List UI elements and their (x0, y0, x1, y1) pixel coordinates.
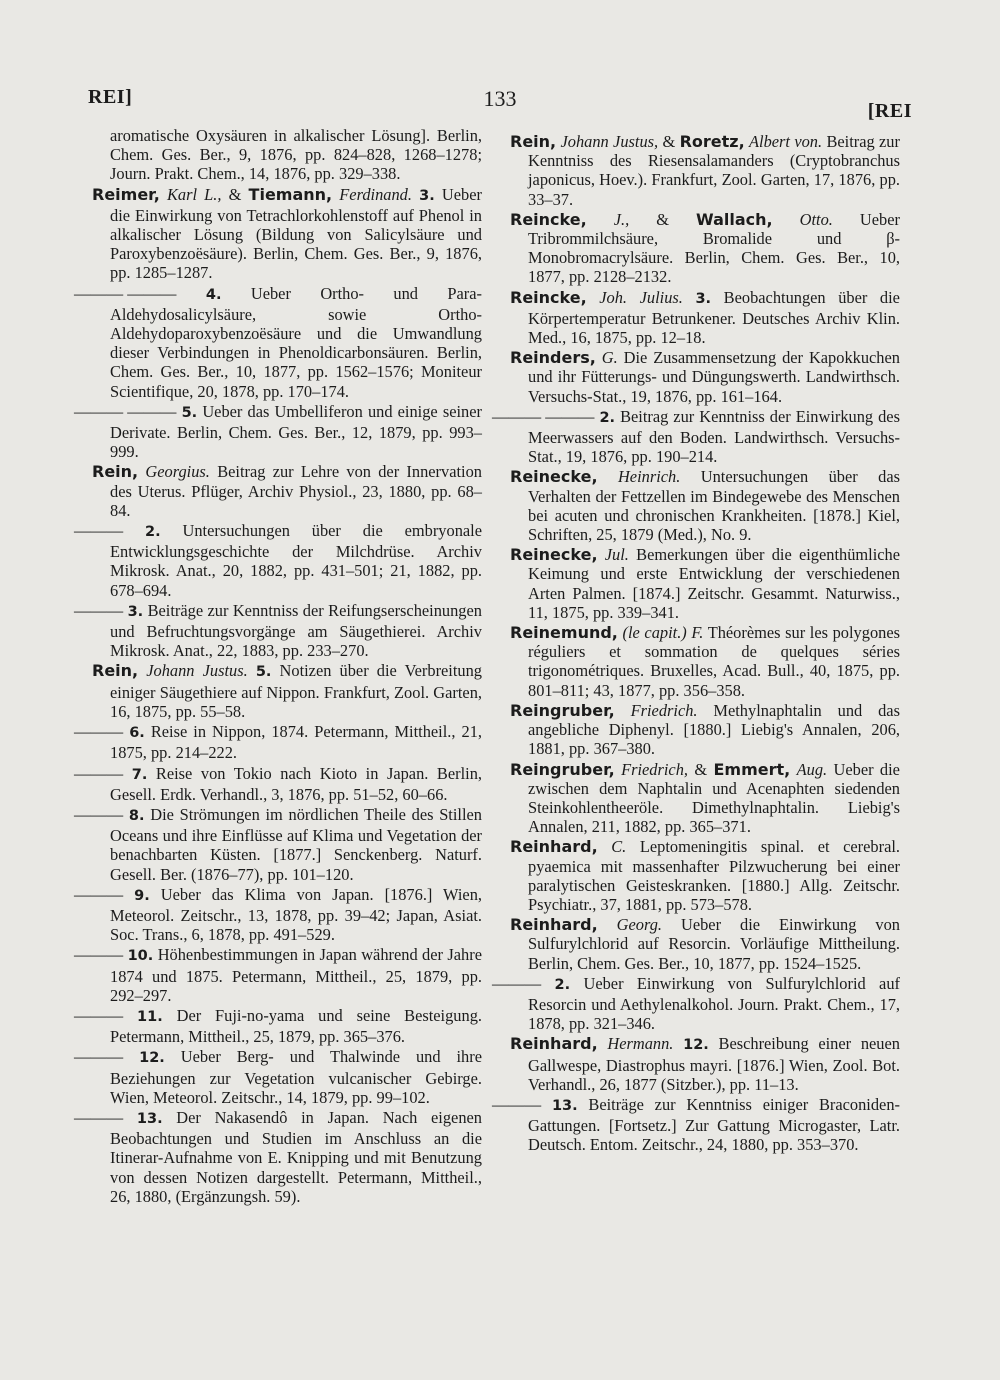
bibliography-entry (510, 545, 900, 622)
entry-text: Ueber das Umbelliferon und einige seiner Derivate. Berlin, Chem. Ges. Ber., 12, 1879, pp. 993–999. (110, 401, 482, 462)
entry-number: 10. (127, 948, 154, 965)
author-given-name: Jul. (604, 545, 629, 565)
entry-number: 13. (136, 1110, 163, 1127)
entry-text: Ueber Tribrommilchsäure, Bromalide und β-Monobromacrylsäure. Berlin, Chem. Ges. Ber., 10, 1877, pp. 2128–2132. (528, 209, 900, 287)
bibliography-subentry (74, 401, 482, 462)
author-given-name: Joh. Julius. (599, 287, 683, 307)
author-given-name: G. (601, 348, 618, 368)
ampersand: & (656, 209, 669, 229)
author-given-name: Karl L., (166, 184, 222, 204)
entry-text: Beobachtungen über die Körpertemperatur Betrunkener. Deutsches Archiv Klin. Med., 16, 1875, pp. 12–18. (528, 287, 900, 348)
entry-number: 11. (137, 1008, 163, 1025)
ditto-dash: ——— (492, 1094, 542, 1114)
entry-text: Beitrag zur Kenntniss der Einwirkung des Meerwassers auf den Boden. Landwirthsch. Versuchs-Stat., 19, 1876, pp. 190–214. (528, 406, 900, 467)
author-given-name: Friedrich, (621, 759, 688, 779)
author-surname: Reingruber, (510, 700, 615, 720)
author-surname: Reincke, (510, 287, 587, 307)
running-head (88, 86, 912, 122)
author-given-name: Johann Justus, (560, 132, 659, 151)
bibliography-entry (92, 185, 482, 283)
bibliography-subentry (74, 722, 482, 763)
bibliography-entry (510, 467, 900, 544)
entry-number: 2. (599, 409, 616, 426)
entry-number: 6. (129, 725, 145, 742)
coauthor-surname: Roretz, (679, 132, 745, 151)
entry-text: Ueber die Einwirkung von Tetrachlorkohlenstoff auf Phenol in alkalischer Lösung (Bildung von Salicylsäure und Paroxybenzoësäure). Berlin, Chem. Ges. Ber., 9, 1876, pp. 1285–1287. (110, 184, 482, 283)
bibliography-entry (510, 288, 900, 348)
entry-number: 9. (134, 887, 150, 904)
author-given-name: (le capit.) F. (622, 623, 704, 643)
author-surname: Reinhard, (510, 837, 598, 857)
author-given-name: J., (613, 209, 630, 229)
ditto-dash: ——— ——— (74, 283, 177, 303)
ditto-dash: ——— (74, 1005, 124, 1025)
ampersand: & (694, 759, 708, 779)
bibliography-entry (510, 1034, 900, 1094)
ditto-dash: ——— (74, 804, 124, 824)
entry-number: 3. (695, 290, 712, 307)
author-surname: Rein, (92, 462, 139, 482)
entry-text: Notizen über die Verbreitung einiger Säugethiere auf Nippon. Frankfurt, Zool. Garten, 16, 1875, pp. 55–58. (110, 661, 482, 721)
entry-number: 4. (205, 286, 222, 303)
entry-text: aromatische Oxysäuren in alkalischer Lösung]. Berlin, Chem. Ges. Ber., 9, 1876, pp. 824–828, 1268–1278; Journ. Prakt. Chem., 14, 1876, pp. 329–338. (110, 126, 482, 184)
bibliography-entry (510, 915, 900, 973)
entry-text: Ueber Berg- und Thalwinde und ihre Beziehungen zur Vegetation vulcanischer Gebirge. Wien, Meteorol. Zeitschr., 14, 1879, pp. 99–102. (110, 1047, 482, 1107)
entry-text: Die Strömungen im nördlichen Theile des Stillen Oceans und ihre Einflüsse auf Klima und Vegetation der benachbarten Küsten. [1877.] Senckenberg. Naturf. Gesell. Ber. (1876–77), pp. 101–120. (110, 804, 482, 884)
entry-text: Reise von Tokio nach Kioto in Japan. Berlin, Gesell. Erdk. Verhandl., 3, 1876, pp. 51–52, 60–66. (110, 763, 482, 804)
entry-text: Ueber Einwirkung von Sulfurylchlorid auf Resorcin und Aethylenalkohol. Journ. Prakt. Chem., 17, 1878, pp. 321–346. (528, 973, 900, 1034)
author-surname: Reinhard, (510, 915, 598, 935)
running-head-left: REI] (88, 86, 133, 108)
coauthor-surname: Tiemann, (248, 184, 333, 204)
bibliography-subentry (74, 600, 482, 661)
entry-text: Beitrag zur Lehre von der Innervation des Uterus. Pflüger, Archiv Physiol., 23, 1880, pp. 68–84. (110, 462, 482, 520)
entry-text: Théorèmes sur les polygones réguliers et sommation de quelques séries trigonométriques. Bruxelles, Acad. Bull., 40, 1875, pp. 801–811; 43, 1877, pp. 356–358. (528, 623, 900, 700)
bibliography-subentry (74, 763, 482, 804)
bibliography-entry (510, 837, 900, 914)
author-given-name: Hermann. (607, 1034, 674, 1054)
ditto-dash: ——— (492, 973, 542, 993)
bibliography-subentry (74, 1107, 482, 1206)
bibliography-subentry (74, 804, 482, 884)
entry-number: 3. (419, 187, 435, 204)
entry-text: Beiträge zur Kenntniss einiger Braconiden-Gattungen. [Fortsetz.] Zur Gattung Microgaster, Latr. Deutsch. Entom. Zeitschr., 24, 1880, pp. 353–370. (528, 1094, 900, 1155)
author-surname: Reincke, (510, 209, 587, 229)
bibliography-subentry (74, 1047, 482, 1107)
entry-continuation (92, 126, 482, 184)
entry-number: 2. (145, 524, 161, 541)
entry-text: Ueber Ortho- und Para-Aldehydosalicylsäure, sowie Ortho-Aldehydoparoxybenzoësäure und die Umwandlung dieser Verbindungen in Phenoldicarbonsäuren. Berlin, Chem. Ges. Ber., 10, 1877, pp. 1562–1576; Moniteur Scientifique, 20, 1878, pp. 170–174. (110, 283, 482, 401)
author-surname: Reinecke, (510, 467, 598, 487)
bibliography-subentry (74, 1005, 482, 1047)
bibliography-subentry (492, 1094, 900, 1155)
coauthor-given-name: Aug. (796, 759, 828, 779)
entry-text: Leptomeningitis spinal. et cerebral. pyaemica mit massenhafter Pilzwucherung bei einer paralytischen Geisteskranken. [1880.] Allg. Zeitschr. Psychiatr., 37, 1881, pp. 573–578. (528, 837, 900, 914)
ditto-dash: ——— (74, 600, 124, 620)
author-given-name: C. (611, 837, 627, 857)
entry-number: 13. (551, 1097, 578, 1114)
entry-number: 2. (554, 976, 571, 993)
bibliography-subentry (492, 406, 900, 467)
ditto-dash: ——— (74, 722, 124, 742)
entry-number: 7. (131, 766, 148, 783)
entry-text: Ueber die zwischen dem Naphtalin und Acenaphten siedenden Steinkohlentheeröle. Dimethylnaphtalin. Liebig's Annalen, 211, 1882, pp. 365–371. (528, 759, 900, 837)
author-surname: Reimer, (92, 184, 160, 204)
coauthor-surname: Wallach, (696, 209, 773, 229)
entry-text: Beiträge zur Kenntniss der Reifungserscheinungen und Befruchtungsvorgänge am Säugethierei. Archiv Mikrosk. Anat., 22, 1883, pp. 233–270. (110, 600, 482, 661)
entry-number: 5. (255, 664, 272, 681)
entry-number: 5. (181, 404, 198, 421)
ditto-dash: ——— (74, 1107, 124, 1127)
entry-text: Ueber die Einwirkung von Sulfurylchlorid auf Resorcin. Vorläufige Mittheilung. Berlin, Chem. Ges. Ber., 10, 1877, pp. 1524–1525. (528, 915, 900, 973)
right-column (492, 132, 900, 1156)
bibliography-subentry (74, 521, 482, 600)
entry-text: Ueber das Klima von Japan. [1876.] Wien, Meteorol. Zeitschr., 13, 1878, pp. 39–42; Japan, Asiat. Soc. Trans., 6, 1878, pp. 491–529. (110, 884, 482, 945)
entry-number: 12. (683, 1037, 709, 1054)
bibliography-entry (510, 623, 900, 700)
coauthor-given-name: Albert von. (749, 132, 823, 151)
author-given-name: Heinrich. (617, 467, 681, 487)
ditto-dash: ——— (74, 763, 124, 783)
author-surname: Reinders, (510, 348, 596, 368)
author-given-name: Friedrich. (630, 700, 698, 720)
bibliography-entry (510, 348, 900, 406)
bibliography-entry (510, 210, 900, 287)
ditto-dash: ——— ——— (492, 406, 595, 426)
ampersand: & (228, 184, 242, 204)
entry-number: 12. (139, 1050, 165, 1067)
page-number: 133 (483, 86, 517, 111)
ditto-dash: ——— (74, 521, 124, 541)
bibliography-subentry (74, 283, 482, 401)
entry-number: 3. (127, 603, 144, 620)
entry-text: Reise in Nippon, 1874. Petermann, Mittheil., 21, 1875, pp. 214–222. (110, 722, 482, 763)
entry-number: 8. (128, 807, 145, 824)
bibliography-entry (92, 462, 482, 520)
entry-text: Bemerkungen über die eigenthümliche Keimung und erste Entwicklung der verschiedenen Arten Palmen. [1874.] Zeitschr. Gesammt. Naturwiss., 11, 1875, pp. 339–341. (528, 545, 900, 622)
entry-text: Der Nakasendô in Japan. Nach eigenen Beobachtungen und Studien im Anschluss an die Itinerar-Aufnahme von E. Knipping und mit Benutzung von dessen Notizen dargestellt. Petermann, Mittheil., 26, 1880, (Ergänzungsh. 59). (110, 1107, 482, 1206)
coauthor-given-name: Otto. (799, 209, 833, 229)
ditto-dash: ——— (74, 1047, 124, 1067)
bibliography-subentry (492, 973, 900, 1034)
author-surname: Rein, (92, 661, 139, 681)
bibliography-entry (510, 701, 900, 759)
ditto-dash: ——— (74, 945, 124, 965)
bibliography-entry (510, 132, 900, 209)
bibliography-entry (92, 661, 482, 721)
bibliography-subentry (74, 945, 482, 1005)
running-head-right: [REI (867, 100, 912, 122)
author-given-name: Georg. (616, 915, 663, 935)
author-given-name: Georgius. (145, 462, 210, 482)
author-surname: Reingruber, (510, 759, 615, 779)
entry-text: Methylnaphtalin und das angebliche Diphenyl. [1880.] Liebig's Annalen, 206, 1881, pp. 367–380. (528, 700, 900, 759)
entry-text: Die Zusammensetzung der Kapokkuchen und ihr Fütterungs- und Düngungswerth. Landwirthsch. Versuchs-Stat., 19, 1876, pp. 161–164. (528, 348, 900, 406)
ditto-dash: ——— (74, 884, 124, 904)
author-given-name: Johann Justus. (146, 661, 248, 681)
ditto-dash: ——— ——— (74, 401, 177, 421)
left-column (74, 126, 482, 1207)
bibliography-entry (510, 760, 900, 837)
author-surname: Reinhard, (510, 1034, 598, 1054)
author-surname: Rein, (510, 132, 557, 151)
author-surname: Reinecke, (510, 545, 598, 565)
entry-text: Beschreibung einer neuen Gallwespe, Diastrophus mayri. [1876.] Wien, Zool. Bot. Verhandl., 26, 1877 (Sitzber.), pp. 11–13. (528, 1034, 900, 1094)
entry-text: Untersuchungen über die embryonale Entwicklungsgeschichte der Milchdrüse. Archiv Mikrosk. Anat., 20, 1882, pp. 431–501; 21, 1882, pp. 678–694. (110, 521, 482, 600)
ampersand: & (662, 132, 676, 151)
author-surname: Reinemund, (510, 623, 618, 643)
bibliography-subentry (74, 884, 482, 945)
coauthor-surname: Emmert, (713, 759, 791, 779)
entry-text: Höhenbestimmungen in Japan während der Jahre 1874 und 1875. Petermann, Mittheil., 25, 1879, pp. 292–297. (110, 945, 482, 1005)
coauthor-given-name: Ferdinand. (339, 184, 412, 204)
entry-text: Untersuchungen über das Verhalten der Fettzellen im Bindegewebe des Menschen bei acuten und chronischen Krankheiten. [1878.] Kiel, Schriften, 25, 1879 (Med.), No. 9. (528, 467, 900, 545)
entry-text: Beitrag zur Kenntniss des Riesensalamanders (Cryptobranchus japonicus, Hoev.). Frankfurt, Zool. Garten, 17, 1876, pp. 33–37. (528, 132, 900, 209)
entry-text: Der Fuji-no-yama und seine Besteigung. Petermann, Mittheil., 25, 1879, pp. 365–376. (110, 1005, 482, 1047)
